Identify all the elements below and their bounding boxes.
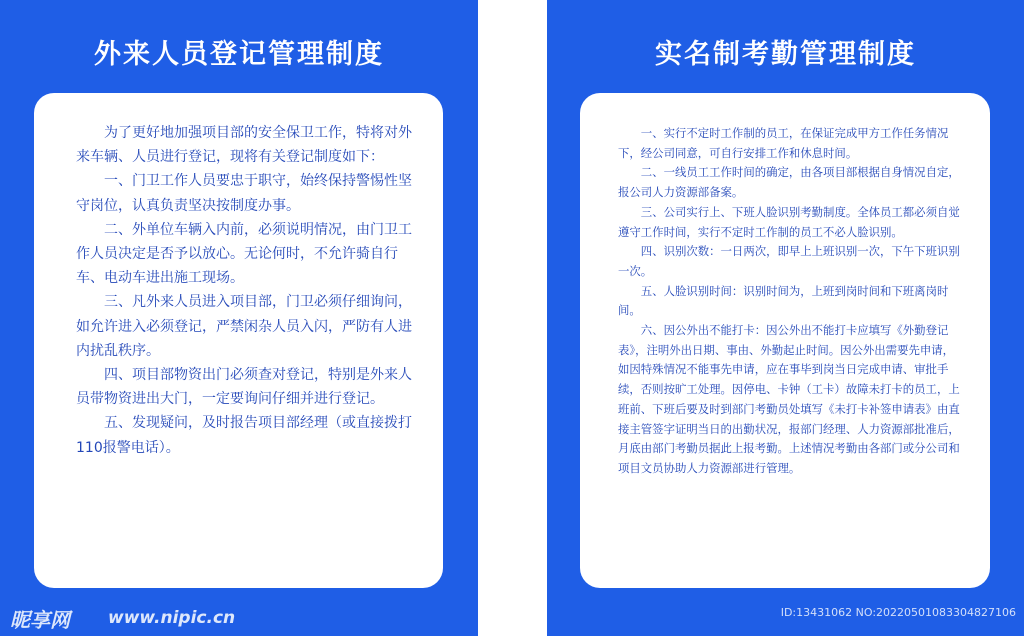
left-paragraph: 为了更好地加强项目部的安全保卫工作，特将对外来车辆、人员进行登记，现将有关登记制度如下：	[76, 125, 412, 166]
left-paragraph: 二、外单位车辆入内前，必须说明情况，由门卫工作人员决定是否予以放心。无论何时，不允许骑自行车、电动车进出施工现场。	[76, 221, 412, 287]
left-paragraph: 五、发现疑问，及时报告项目部经理（或直接拨打110报警电话）。	[76, 415, 412, 456]
left-content-card	[34, 93, 443, 588]
watermark-url: www.nipic.cn	[108, 608, 236, 628]
right-paragraph: 二、一线员工工作时间的确定，由各项目部根据自身情况自定，报公司人力资源部备案。	[618, 165, 960, 200]
right-content-card	[580, 93, 990, 588]
left-paragraph: 一、门卫工作人员要忠于职守，始终保持警惕性坚守岗位，认真负责坚决按制度办事。	[76, 173, 412, 214]
left-paragraph: 四、项目部物资出门必须查对登记，特别是外来人员带物资进出大门，一定要询问仔细并进行登记。	[76, 367, 412, 408]
right-paragraph: 三、公司实行上、下班人脸识别考勤制度。全体员工都必须自觉遵守工作时间，实行不定时工作制的员工不必人脸识别。	[618, 204, 960, 239]
watermark-id: ID:13431062 NO:20220501083304827106	[780, 606, 1016, 619]
watermark-logo: 昵享网	[10, 608, 70, 632]
right-paragraph: 六、因公外出不能打卡：因公外出不能打卡应填写《外勤登记表》，注明外出日期、事由、外勤起止时间。因公外出需要先申请，如因特殊情况不能事先申请，应在事毕到岗当日完成申请、审批手续，否则按旷工处理。因停电、卡钟（工卡）故障未打卡的员工，上班前、下班后要及时到部门考勤员处填写《未打卡补签申请表》由直接主管签字证明当日的出勤状况，报部门经理、人力资源部批准后，月底由部门考勤员据此上报考勤。上述情况考勤由各部门或分公司和项目文员协助人力资源部进行管理。	[618, 323, 960, 475]
right-poster-title: 实名制考勤管理制度	[655, 39, 916, 70]
right-paragraph: 四、识别次数：一日两次，即早上上班识别一次，下午下班识别一次。	[618, 244, 960, 278]
right-paragraph: 一、实行不定时工作制的员工，在保证完成甲方工作任务情况下，经公司同意，可自行安排工作和休息时间。	[618, 126, 949, 160]
left-poster-title: 外来人员登记管理制度	[94, 39, 384, 70]
left-poster-panel	[0, 0, 478, 636]
right-poster-panel	[547, 0, 1024, 636]
left-paragraph: 三、凡外来人员进入项目部，门卫必须仔细询问，如允许进入必须登记，严禁闲杂人员入闪，严防有人进内扰乱秩序。	[76, 294, 412, 359]
right-paragraph: 五、人脸识别时间：识别时间为，上班到岗时间和下班离岗时间。	[618, 283, 949, 318]
